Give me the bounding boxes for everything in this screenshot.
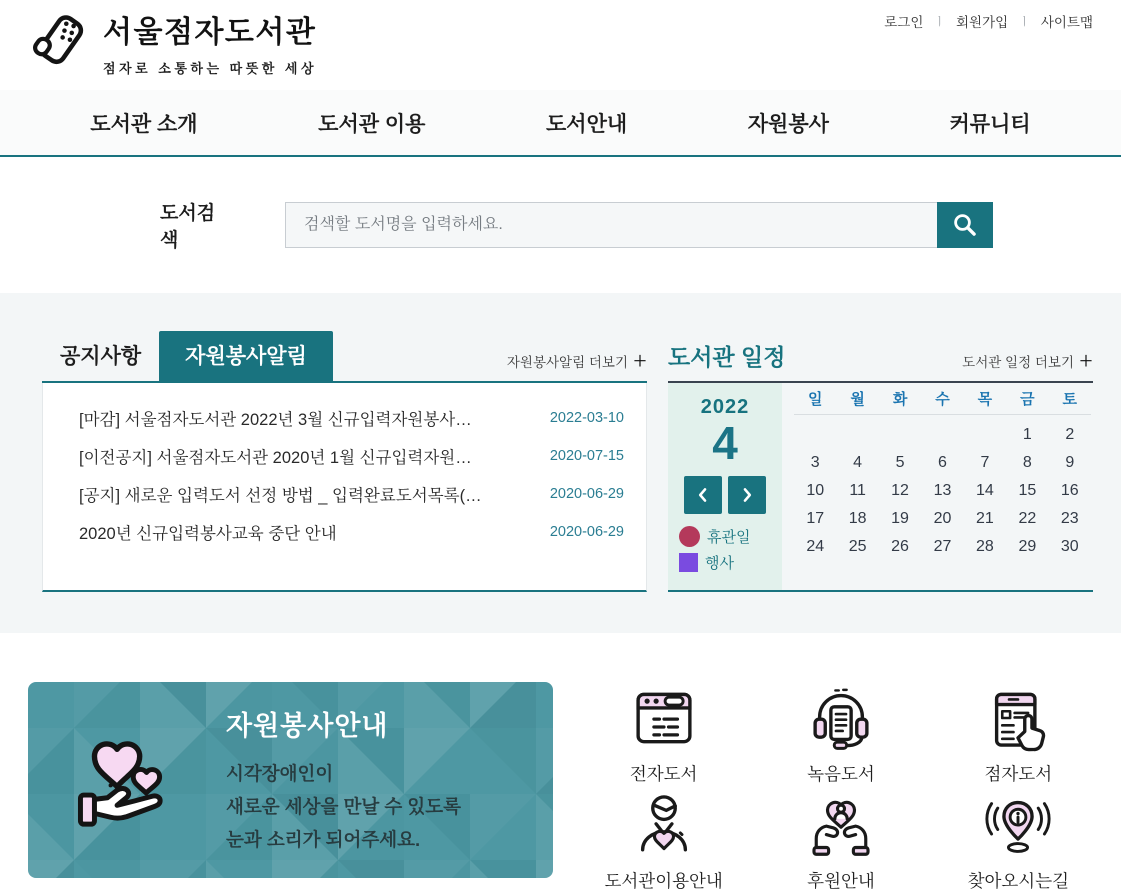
calendar-day-header: 일 bbox=[807, 391, 823, 408]
notice-item-title: [마감] 서울점자도서관 2022년 3월 신규입력자원봉사… bbox=[79, 411, 472, 429]
notice-item-date: 2020-07-15 bbox=[549, 448, 624, 464]
calendar-day-header: 목 bbox=[977, 391, 993, 408]
calendar-date-cell[interactable]: 18 bbox=[848, 510, 867, 527]
library-guide-icon bbox=[628, 789, 700, 861]
search-input[interactable] bbox=[285, 202, 937, 248]
calendar-date-cell[interactable]: 7 bbox=[980, 454, 990, 471]
notice-panel bbox=[42, 339, 647, 633]
braille-book-icon bbox=[982, 682, 1054, 754]
utility-link-1[interactable]: 로그인 bbox=[884, 15, 924, 30]
volunteer-news-more-label: 자원봉사알림 더보기 bbox=[506, 355, 628, 370]
tab-volunteer-news[interactable]: 자원봉사알림 bbox=[159, 331, 333, 381]
calendar-empty-cell bbox=[836, 421, 878, 449]
calendar-date-cell[interactable]: 2 bbox=[1065, 426, 1075, 443]
calendar-empty-cell bbox=[879, 421, 921, 449]
main-nav bbox=[0, 90, 1121, 157]
quicklink-braille-book[interactable] bbox=[930, 682, 1107, 786]
calendar-date-cell[interactable]: 13 bbox=[933, 482, 952, 499]
plus-icon: ＋ bbox=[1079, 353, 1093, 369]
calendar-date-cell[interactable]: 6 bbox=[938, 454, 947, 471]
ebook-icon bbox=[628, 682, 700, 754]
calendar-day-header: 월 bbox=[850, 391, 865, 408]
braille-logo-icon bbox=[28, 11, 90, 73]
quick-links bbox=[575, 682, 1107, 891]
site-header bbox=[0, 0, 1121, 90]
legend-item bbox=[679, 552, 782, 573]
calendar-date-cell[interactable]: 11 bbox=[849, 482, 866, 499]
next-month-button[interactable] bbox=[728, 476, 766, 514]
calendar-date-cell[interactable]: 21 bbox=[976, 510, 994, 527]
nav-item-2[interactable]: 도서관 이용 bbox=[318, 112, 426, 136]
notice-item-title: 2020년 신규입력봉사교육 중단 안내 bbox=[79, 525, 337, 543]
search-button[interactable] bbox=[937, 202, 993, 248]
quicklink-label: 점자도서 bbox=[984, 764, 1053, 784]
calendar-month: 4 bbox=[712, 417, 738, 469]
quicklink-label: 도서관이용안내 bbox=[604, 871, 723, 891]
plus-icon: ＋ bbox=[633, 353, 647, 369]
calendar-title: 도서관 일정 bbox=[668, 344, 786, 370]
calendar-day-header: 화 bbox=[892, 391, 908, 408]
nav-item-4[interactable]: 자원봉사 bbox=[747, 112, 829, 136]
book-search-section bbox=[0, 157, 1121, 293]
calendar-date-cell[interactable]: 9 bbox=[1065, 454, 1075, 471]
calendar-day-header: 토 bbox=[1062, 391, 1078, 408]
notice-item-date: 2020-06-29 bbox=[549, 524, 624, 540]
divider: ㅣ bbox=[934, 16, 946, 28]
notice-item[interactable] bbox=[79, 399, 624, 437]
audiobook-icon bbox=[805, 682, 877, 754]
prev-month-button[interactable] bbox=[684, 476, 722, 514]
calendar-date-cell[interactable]: 24 bbox=[806, 538, 825, 555]
notice-item[interactable] bbox=[79, 513, 624, 551]
calendar-legend bbox=[668, 526, 782, 573]
calendar-date-cell[interactable]: 27 bbox=[933, 538, 952, 555]
quicklink-label: 후원안내 bbox=[807, 871, 875, 891]
quicklink-directions[interactable] bbox=[930, 789, 1107, 893]
calendar-day-header: 금 bbox=[1020, 391, 1035, 408]
quicklink-label: 찾아오시는길 bbox=[967, 871, 1070, 891]
calendar-panel bbox=[668, 339, 1093, 633]
calendar-date-cell[interactable]: 16 bbox=[1060, 482, 1079, 499]
chevron-right-icon bbox=[739, 485, 755, 505]
calendar-date-cell[interactable]: 14 bbox=[976, 482, 994, 499]
calendar-date-cell[interactable]: 8 bbox=[1022, 454, 1032, 471]
calendar-date-cell[interactable]: 25 bbox=[848, 538, 867, 555]
notice-item[interactable] bbox=[79, 475, 624, 513]
closed-day-marker bbox=[679, 526, 700, 547]
bottom-section bbox=[0, 633, 1121, 891]
nav-item-5[interactable]: 커뮤니티 bbox=[949, 112, 1031, 136]
quicklink-label: 전자도서 bbox=[629, 764, 698, 784]
banner-title: 자원봉사안내 bbox=[226, 710, 389, 741]
utility-links bbox=[884, 11, 1093, 31]
calendar-date-cell[interactable]: 12 bbox=[891, 482, 909, 499]
volunteer-guide-banner[interactable] bbox=[28, 682, 553, 878]
calendar-date-cell[interactable]: 1 bbox=[1022, 426, 1032, 443]
utility-link-3[interactable]: 사이트맵 bbox=[1040, 15, 1093, 30]
divider: ㅣ bbox=[1019, 16, 1030, 28]
calendar-date-cell[interactable]: 22 bbox=[1018, 510, 1037, 527]
hand-hearts-icon bbox=[74, 724, 186, 836]
search-icon bbox=[950, 210, 980, 240]
quicklink-label: 녹음도서 bbox=[807, 764, 875, 784]
volunteer-news-more-link[interactable] bbox=[507, 351, 647, 381]
legend-label: 휴관일 bbox=[707, 528, 751, 546]
banner-line: 새로운 세상을 만날 수 있도록 bbox=[226, 795, 462, 817]
calendar-date-cell[interactable]: 19 bbox=[891, 510, 909, 527]
legend-label: 행사 bbox=[705, 554, 734, 572]
search-label: 도서검색 bbox=[160, 203, 216, 251]
site-tagline: 점자로 소통하는 따뜻한 세상 bbox=[103, 61, 318, 76]
calendar-date-cell[interactable]: 17 bbox=[806, 510, 825, 527]
calendar-date-cell[interactable]: 10 bbox=[806, 482, 825, 499]
donation-icon bbox=[805, 789, 877, 861]
calendar-grid bbox=[794, 415, 1091, 561]
quicklink-library-guide[interactable] bbox=[575, 789, 752, 893]
notice-item-title: [공지] 새로운 입력도서 선정 방법 _ 입력완료도서목록(… bbox=[79, 487, 482, 505]
calendar-date-cell[interactable]: 5 bbox=[895, 454, 905, 471]
legend-item bbox=[679, 526, 782, 547]
nav-item-1[interactable]: 도서관 소개 bbox=[90, 112, 198, 136]
chevron-left-icon bbox=[695, 485, 711, 505]
calendar-date-cell[interactable]: 30 bbox=[1060, 538, 1079, 555]
banner-description bbox=[226, 757, 461, 857]
calendar-date-cell[interactable]: 26 bbox=[891, 538, 909, 555]
site-title: 서울점자도서관 bbox=[103, 16, 317, 49]
banner-line: 시각장애인이 bbox=[226, 762, 334, 784]
calendar-year: 2022 bbox=[700, 396, 750, 418]
calendar-date-cell[interactable]: 3 bbox=[810, 454, 820, 471]
directions-icon bbox=[982, 789, 1054, 861]
calendar-date-cell[interactable]: 4 bbox=[853, 454, 863, 471]
calendar-more-label: 도서관 일정 더보기 bbox=[962, 355, 1074, 370]
nav-item-3[interactable]: 도서안내 bbox=[546, 112, 628, 136]
calendar-date-cell[interactable]: 28 bbox=[976, 538, 994, 555]
calendar-day-header: 수 bbox=[935, 391, 950, 408]
event-marker bbox=[679, 553, 698, 572]
notice-list bbox=[42, 383, 647, 592]
calendar-date-cell[interactable]: 23 bbox=[1060, 510, 1079, 527]
calendar-date-cell[interactable]: 15 bbox=[1018, 482, 1037, 499]
main-section bbox=[0, 293, 1121, 633]
tab-notice[interactable]: 공지사항 bbox=[60, 345, 142, 368]
utility-link-2[interactable]: 회원가입 bbox=[956, 15, 1009, 30]
notice-item-title: [이전공지] 서울점자도서관 2020년 1월 신규입력자원… bbox=[79, 449, 472, 467]
quicklink-ebook[interactable] bbox=[575, 682, 752, 786]
calendar-day-headers bbox=[794, 388, 1091, 415]
quicklink-audiobook[interactable] bbox=[752, 682, 929, 786]
quicklink-donation[interactable] bbox=[752, 789, 929, 893]
notice-item[interactable] bbox=[79, 437, 624, 475]
calendar-empty-cell bbox=[794, 421, 836, 449]
calendar-more-link[interactable] bbox=[962, 351, 1093, 381]
notice-item-date: 2020-06-29 bbox=[549, 486, 624, 502]
notice-item-date: 2022-03-10 bbox=[549, 410, 624, 426]
calendar-empty-cell bbox=[921, 421, 963, 449]
calendar-empty-cell bbox=[964, 421, 1006, 449]
calendar-date-cell[interactable]: 20 bbox=[933, 510, 952, 527]
calendar-date-cell[interactable]: 29 bbox=[1018, 538, 1037, 555]
calendar-month-box bbox=[668, 383, 782, 590]
banner-line: 눈과 소리가 되어주세요. bbox=[226, 829, 421, 851]
